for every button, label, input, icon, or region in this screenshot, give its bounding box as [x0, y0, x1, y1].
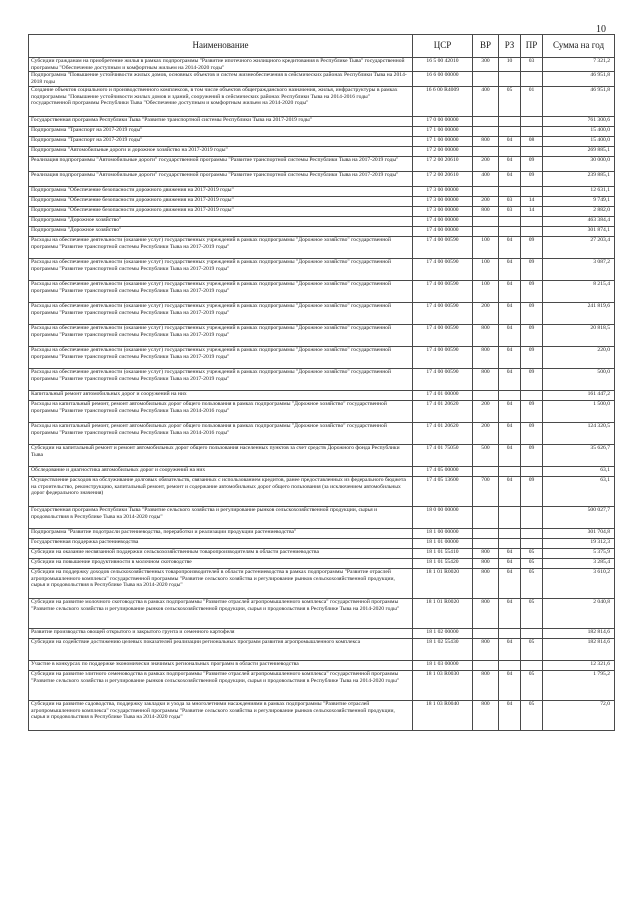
- table-row: [29, 661, 615, 671]
- row-rz: 04: [499, 445, 521, 467]
- row-vr: [473, 72, 499, 87]
- row-csr: 18 1 03 00000: [413, 661, 473, 671]
- row-csr: 17 3 00 00000: [413, 187, 473, 197]
- row-rz: [499, 661, 521, 671]
- row-csr: 17 4 01 20620: [413, 401, 473, 423]
- row-csr: 18 1 02 00000: [413, 629, 473, 639]
- row-rz: [499, 539, 521, 549]
- table-row: [29, 569, 615, 599]
- row-vr: [473, 227, 499, 237]
- row-rz: 04: [499, 172, 521, 187]
- table-row: [29, 401, 615, 423]
- row-vr: [473, 187, 499, 197]
- row-sum: 15 400,0: [543, 137, 615, 147]
- header-csr: ЦСР: [413, 35, 473, 58]
- row-csr: 17 4 00 00590: [413, 369, 473, 391]
- row-name: Субсидии на развитие элитного семеноводства в рамках подпрограммы "Развитие отраслей агропромышленного комплекса" государственной программы "Развитие сельского хозяйства и регулирование рынков сельскохозяйственной продукции, сырья и продовольствия в Республике Тыва на 2014-2020 годы": [29, 671, 413, 701]
- row-csr: 18 1 01 R0020: [413, 569, 473, 599]
- row-csr: 18 1 01 00000: [413, 539, 473, 549]
- table-row: [29, 137, 615, 147]
- row-csr: 17 4 00 00590: [413, 325, 473, 347]
- table-row: [29, 347, 615, 369]
- row-name: Подпрограмма "Обеспечение безопасности дорожного движения на 2017-2019 годы": [29, 187, 413, 197]
- row-pr: 09: [521, 445, 543, 467]
- row-name: Развитие производства овощей открытого и закрытого грунта и семенного картофеля: [29, 629, 413, 639]
- row-name: Подпрограмма "Автомобильные дороги и дорожное хозяйство на 2017-2019 годы": [29, 147, 413, 157]
- row-vr: 200: [473, 401, 499, 423]
- row-csr: 17 2 00 20610: [413, 172, 473, 187]
- row-vr: 800: [473, 347, 499, 369]
- row-name: Подпрограмма "Дорожное хозяйство": [29, 227, 413, 237]
- row-rz: [499, 629, 521, 639]
- row-rz: [499, 529, 521, 539]
- row-vr: 200: [473, 303, 499, 325]
- row-csr: 18 1 00 00000: [413, 529, 473, 539]
- row-pr: 09: [521, 325, 543, 347]
- row-pr: 09: [521, 347, 543, 369]
- row-sum: 241 819,6: [543, 303, 615, 325]
- row-name: Подпрограмма "Повышение устойчивости жилых домов, основных объектов и систем жизнеобеспечения в сейсмических районах Республики Тыва на 2014-2018 годы: [29, 72, 413, 87]
- row-name: Расходы на капитальный ремонт, ремонт автомобильных дорог общего пользования в рамках подпрограммы "Дорожное хозяйство" государственной программы "Развитие транспортной системы Республики Тыва на 2014-2016 годы": [29, 401, 413, 423]
- row-name: Расходы на обеспечение деятельности (оказание услуг) государственных учреждений в рамках подпрограммы "Дорожное хозяйство" государственной программы "Развитие транспортной системы Республики Тыва на 2017-2019 годы": [29, 369, 413, 391]
- row-sum: 239 885,1: [543, 172, 615, 187]
- row-pr: [521, 539, 543, 549]
- row-sum: 9 749,1: [543, 197, 615, 207]
- row-sum: 35 626,7: [543, 445, 615, 467]
- row-sum: 46 951,8: [543, 87, 615, 117]
- row-csr: 17 4 00 00590: [413, 237, 473, 259]
- row-rz: 04: [499, 237, 521, 259]
- row-csr: 17 4 00 00590: [413, 281, 473, 303]
- row-pr: [521, 629, 543, 639]
- row-csr: 17 4 00 00000: [413, 217, 473, 227]
- table-row: [29, 197, 615, 207]
- row-rz: [499, 217, 521, 227]
- row-vr: 100: [473, 259, 499, 281]
- row-sum: 19 312,3: [543, 539, 615, 549]
- row-name: Подпрограмма "Обеспечение безопасности дорожного движения на 2017-2019 годы": [29, 207, 413, 217]
- row-pr: [521, 217, 543, 227]
- row-name: Подпрограмма "Развитие подотрасли растениеводства, переработки и реализации продукции растениеводства": [29, 529, 413, 539]
- row-rz: 04: [499, 303, 521, 325]
- row-rz: [499, 72, 521, 87]
- table-row: [29, 217, 615, 227]
- row-csr: 17 4 00 00590: [413, 303, 473, 325]
- row-pr: [521, 227, 543, 237]
- row-rz: 04: [499, 281, 521, 303]
- row-rz: 03: [499, 197, 521, 207]
- header-pr: ПР: [521, 35, 543, 58]
- row-rz: 04: [499, 325, 521, 347]
- row-sum: 2 040,8: [543, 599, 615, 629]
- table-row: [29, 507, 615, 529]
- row-pr: 05: [521, 701, 543, 731]
- row-pr: 09: [521, 259, 543, 281]
- row-csr: 17 3 00 00000: [413, 207, 473, 217]
- row-rz: [499, 147, 521, 157]
- row-sum: 12 321,6: [543, 661, 615, 671]
- row-pr: 05: [521, 569, 543, 599]
- row-vr: 800: [473, 639, 499, 661]
- row-pr: 09: [521, 423, 543, 445]
- row-pr: 05: [521, 639, 543, 661]
- row-pr: 09: [521, 369, 543, 391]
- row-csr: 17 4 00 00590: [413, 259, 473, 281]
- table-row: [29, 237, 615, 259]
- row-vr: 800: [473, 549, 499, 559]
- row-rz: 04: [499, 369, 521, 391]
- row-sum: 500 027,7: [543, 507, 615, 529]
- table-row: [29, 369, 615, 391]
- table-row: [29, 87, 615, 117]
- table-row: [29, 281, 615, 303]
- row-csr: 16 5 00 42010: [413, 58, 473, 72]
- row-name: Подпрограмма "Транспорт на 2017-2019 годы": [29, 127, 413, 137]
- row-csr: 18 0 00 00000: [413, 507, 473, 529]
- row-name: Государственная программа Республики Тыва "Развитие сельского хозяйства и регулирование рынков сельскохозяйственной продукции, сырья и продовольствия в Республике Тыва на 2014-2020 годы": [29, 507, 413, 529]
- row-sum: 72,0: [543, 701, 615, 731]
- row-csr: 17 1 00 00000: [413, 127, 473, 137]
- row-name: Расходы на обеспечение деятельности (оказание услуг) государственных учреждений в рамках подпрограммы "Дорожное хозяйство" государственной программы "Развитие транспортной системы Республики Тыва на 2017-2019 годы": [29, 303, 413, 325]
- row-sum: 161 447,2: [543, 391, 615, 401]
- budget-table: [28, 34, 615, 731]
- row-vr: 800: [473, 325, 499, 347]
- row-csr: 18 1 03 R0030: [413, 671, 473, 701]
- row-vr: 800: [473, 369, 499, 391]
- row-pr: [521, 127, 543, 137]
- row-vr: [473, 217, 499, 227]
- row-rz: [499, 117, 521, 127]
- row-rz: [499, 391, 521, 401]
- table-row: [29, 127, 615, 137]
- row-vr: 800: [473, 599, 499, 629]
- row-sum: 761 300,6: [543, 117, 615, 127]
- row-sum: 182 814,6: [543, 629, 615, 639]
- table-row: [29, 599, 615, 629]
- row-csr: 17 4 01 20620: [413, 423, 473, 445]
- row-rz: 04: [499, 701, 521, 731]
- row-pr: [521, 147, 543, 157]
- row-vr: [473, 391, 499, 401]
- row-pr: [521, 117, 543, 127]
- row-rz: 04: [499, 559, 521, 569]
- row-pr: 09: [521, 237, 543, 259]
- table-row: [29, 477, 615, 507]
- table-row: [29, 117, 615, 127]
- page-number: 10: [596, 24, 606, 35]
- table-row: [29, 671, 615, 701]
- row-name: Государственная программа Республики Тыва "Развитие транспортной системы Республики Тыва на 2017-2019 годы": [29, 117, 413, 127]
- row-pr: 14: [521, 207, 543, 217]
- row-sum: 182 814,6: [543, 639, 615, 661]
- row-vr: 400: [473, 87, 499, 117]
- row-name: Субсидии на развитие молочного скотоводства в рамках подпрограммы "Развитие отраслей агропромышленного комплекса" государственной программы "Развитие сельского хозяйства и регулирование рынков сельскохозяйственной продукции, сырья и продовольствия в Республике Тыва на 2014-2020 годы": [29, 599, 413, 629]
- row-vr: [473, 147, 499, 157]
- table-row: [29, 227, 615, 237]
- row-rz: [499, 507, 521, 529]
- row-sum: 1 795,2: [543, 671, 615, 701]
- row-pr: 09: [521, 281, 543, 303]
- row-pr: 09: [521, 477, 543, 507]
- row-name: Субсидии на развитие садоводства, поддержку закладки и ухода за многолетними насаждениями в рамках подпрограммы "Развитие отраслей агропромышленного комплекса" государственной программы "Развитие сельского хозяйства и регулирование рынков сельскохозяйственной продукции, сырья и продовольствия в Республике Тыва на 2014-2020 годы": [29, 701, 413, 731]
- row-sum: 2 882,0: [543, 207, 615, 217]
- row-vr: 800: [473, 137, 499, 147]
- row-rz: 04: [499, 599, 521, 629]
- row-sum: 3 285,4: [543, 559, 615, 569]
- row-sum: 301 874,1: [543, 227, 615, 237]
- row-pr: 09: [521, 157, 543, 172]
- row-csr: 17 3 00 00000: [413, 197, 473, 207]
- row-rz: [499, 127, 521, 137]
- row-pr: 14: [521, 197, 543, 207]
- row-rz: [499, 227, 521, 237]
- row-sum: 7 321,2: [543, 58, 615, 72]
- row-sum: 12 631,1: [543, 187, 615, 197]
- table-row: [29, 445, 615, 467]
- row-csr: 18 1 01 55420: [413, 559, 473, 569]
- row-vr: 800: [473, 559, 499, 569]
- row-vr: 800: [473, 701, 499, 731]
- row-sum: 1 500,0: [543, 401, 615, 423]
- table-row: [29, 58, 615, 72]
- row-vr: 800: [473, 207, 499, 217]
- row-csr: 17 2 00 20610: [413, 157, 473, 172]
- row-name: Расходы на обеспечение деятельности (оказание услуг) государственных учреждений в рамках подпрограммы "Дорожное хозяйство" государственной программы "Развитие транспортной системы Республики Тыва на 2017-2019 годы": [29, 281, 413, 303]
- table-row: [29, 539, 615, 549]
- row-pr: [521, 391, 543, 401]
- row-sum: 3 610,2: [543, 569, 615, 599]
- row-csr: 17 4 01 00000: [413, 391, 473, 401]
- row-csr: 16 6 00 R4009: [413, 87, 473, 117]
- row-csr: 18 1 01 55410: [413, 549, 473, 559]
- row-vr: 200: [473, 157, 499, 172]
- row-pr: 05: [521, 671, 543, 701]
- row-pr: [521, 187, 543, 197]
- row-name: Реализация подпрограммы "Автомобильные дороги" государственной программы "Развитие транспортной системы Республики Тыва на 2017-2019 годы": [29, 172, 413, 187]
- header-rz: РЗ: [499, 35, 521, 58]
- row-vr: [473, 507, 499, 529]
- row-rz: 03: [499, 207, 521, 217]
- row-vr: 700: [473, 477, 499, 507]
- row-name: Государственная поддержка растениеводства: [29, 539, 413, 549]
- header-vr: ВР: [473, 35, 499, 58]
- table-row: [29, 72, 615, 87]
- row-name: Субсидии на поддержку доходов сельскохозяйственных товаропроизводителей в области растениеводства в рамках подпрограммы "Развитие отраслей агропромышленного комплекса" государственной программы "Развитие сельского хозяйства и регулирование рынков сельскохозяйственной продукции, сырья и продовольствия в Республике Тыва на 2014-2020 годы": [29, 569, 413, 599]
- row-name: Расходы на обеспечение деятельности (оказание услуг) государственных учреждений в рамках подпрограммы "Дорожное хозяйство" государственной программы "Развитие транспортной системы Республики Тыва на 2017-2019 годы": [29, 259, 413, 281]
- row-vr: [473, 467, 499, 477]
- row-name: Субсидии на содействие достижению целевых показателей реализации региональных программ развития агропромышленного комплекса: [29, 639, 413, 661]
- table-row: [29, 172, 615, 187]
- row-rz: [499, 467, 521, 477]
- row-sum: 500,0: [543, 369, 615, 391]
- table-row: [29, 529, 615, 539]
- row-csr: 18 1 03 R0040: [413, 701, 473, 731]
- row-sum: 3 087,2: [543, 259, 615, 281]
- row-rz: [499, 187, 521, 197]
- row-sum: 27 203,4: [543, 237, 615, 259]
- row-pr: [521, 467, 543, 477]
- table-row: [29, 157, 615, 172]
- row-vr: 800: [473, 671, 499, 701]
- row-rz: 04: [499, 401, 521, 423]
- row-rz: 04: [499, 259, 521, 281]
- row-name: Расходы на капитальный ремонт, ремонт автомобильных дорог общего пользования в рамках подпрограммы "Дорожное хозяйство" государственной программы "Развитие транспортной системы Республики Тыва на 2014-2016 годы": [29, 423, 413, 445]
- row-sum: 269 885,1: [543, 147, 615, 157]
- table-row: [29, 391, 615, 401]
- table-row: [29, 207, 615, 217]
- table-row: [29, 629, 615, 639]
- row-csr: 17 4 05 13600: [413, 477, 473, 507]
- header-sum: Сумма на год: [543, 35, 615, 58]
- row-pr: 05: [521, 599, 543, 629]
- row-name: Капитальный ремонт автомобильных дорог и сооружений на них: [29, 391, 413, 401]
- row-pr: 05: [521, 559, 543, 569]
- row-rz: 04: [499, 157, 521, 172]
- row-sum: 20 818,5: [543, 325, 615, 347]
- table-row: [29, 701, 615, 731]
- row-sum: 30 000,0: [543, 157, 615, 172]
- row-pr: 09: [521, 303, 543, 325]
- row-name: Участие в конкурсах по поддержке экономически значимых региональных программ в области растениеводства: [29, 661, 413, 671]
- row-vr: 400: [473, 172, 499, 187]
- row-name: Субсидии на повышение продуктивности в молочном скотоводстве: [29, 559, 413, 569]
- table-row: [29, 187, 615, 197]
- row-sum: 15 400,0: [543, 127, 615, 137]
- row-pr: [521, 661, 543, 671]
- row-vr: [473, 117, 499, 127]
- row-name: Подпрограмма "Дорожное хозяйство": [29, 217, 413, 227]
- row-pr: 08: [521, 137, 543, 147]
- header-name: Наименование: [29, 35, 413, 58]
- row-name: Обследование и диагностика автомобильных дорог и сооружений на них: [29, 467, 413, 477]
- row-vr: 100: [473, 237, 499, 259]
- row-csr: 17 4 01 75050: [413, 445, 473, 467]
- row-pr: [521, 72, 543, 87]
- table-row: [29, 467, 615, 477]
- row-csr: 18 1 01 R0020: [413, 599, 473, 629]
- row-pr: 01: [521, 87, 543, 117]
- table-row: [29, 549, 615, 559]
- row-vr: [473, 529, 499, 539]
- row-csr: 17 2 00 00000: [413, 147, 473, 157]
- row-pr: 09: [521, 401, 543, 423]
- row-vr: 300: [473, 58, 499, 72]
- row-name: Создание объектов социального и производственного комплексов, в том числе объектов общегражданского назначения, жилья, инфраструктуры в рамках подпрограммы "Повышение устойчивости жилых домов и зданий, сооружений в сейсмических районах Республики Тыва на 2014-2016 годы" государственной программы Республики Тыва "Обеспечение доступным и комфортным жильем на 2014-2020 годы": [29, 87, 413, 117]
- row-name: Реализация подпрограммы "Автомобильные дороги" государственной программы "Развитие транспортной системы Республики Тыва на 2017-2019 годы": [29, 157, 413, 172]
- row-csr: 17 4 00 00590: [413, 347, 473, 369]
- row-rz: 04: [499, 639, 521, 661]
- row-csr: 17 4 05 00000: [413, 467, 473, 477]
- table-row: [29, 639, 615, 661]
- row-sum: 301 704,8: [543, 529, 615, 539]
- row-rz: 04: [499, 423, 521, 445]
- row-name: Субсидии гражданам на приобретение жилья в рамках подпрограммы "Развитие ипотечного жилищного кредитования в Республике Тыва" государственной программы "Обеспечение доступным и комфортным жильем на 2014-2020 годы": [29, 58, 413, 72]
- row-name: Осуществление расходов на обслуживание долговых обязательств, связанных с использованием кредитов, ранее предоставленных из федерального бюджета на строительство, реконструкцию, капитальный ремонт, ремонт и содержание автомобильных дорог общего пользования (за исключением автомобильных дорог федерального значения): [29, 477, 413, 507]
- row-rz: 04: [499, 671, 521, 701]
- row-vr: 200: [473, 197, 499, 207]
- row-rz: 04: [499, 569, 521, 599]
- row-rz: 10: [499, 58, 521, 72]
- row-pr: [521, 507, 543, 529]
- row-name: Расходы на обеспечение деятельности (оказание услуг) государственных учреждений в рамках подпрограммы "Дорожное хозяйство" государственной программы "Развитие транспортной системы Республики Тыва на 2017-2019 годы": [29, 237, 413, 259]
- row-pr: 05: [521, 549, 543, 559]
- row-rz: 04: [499, 549, 521, 559]
- row-csr: 17 4 00 00000: [413, 227, 473, 237]
- row-csr: 17 0 00 00000: [413, 117, 473, 127]
- row-rz: 05: [499, 87, 521, 117]
- row-rz: 04: [499, 347, 521, 369]
- row-sum: 63,1: [543, 477, 615, 507]
- row-rz: 04: [499, 137, 521, 147]
- row-sum: 463 384,4: [543, 217, 615, 227]
- row-rz: 04: [499, 477, 521, 507]
- row-vr: [473, 629, 499, 639]
- row-csr: 16 6 00 00000: [413, 72, 473, 87]
- row-vr: 100: [473, 281, 499, 303]
- row-sum: 63,1: [543, 467, 615, 477]
- table-row: [29, 325, 615, 347]
- row-sum: 220,0: [543, 347, 615, 369]
- row-csr: 18 1 02 55430: [413, 639, 473, 661]
- row-name: Расходы на обеспечение деятельности (оказание услуг) государственных учреждений в рамках подпрограммы "Дорожное хозяйство" государственной программы "Развитие транспортной системы Республики Тыва на 2017-2019 годы": [29, 325, 413, 347]
- row-name: Подпрограмма "Транспорт на 2017-2019 годы": [29, 137, 413, 147]
- row-name: Расходы на обеспечение деятельности (оказание услуг) государственных учреждений в рамках подпрограммы "Дорожное хозяйство" государственной программы "Развитие транспортной системы Республики Тыва на 2017-2019 годы": [29, 347, 413, 369]
- row-vr: [473, 127, 499, 137]
- table-header-row: [29, 35, 615, 58]
- table-row: [29, 147, 615, 157]
- row-pr: 09: [521, 172, 543, 187]
- row-vr: [473, 661, 499, 671]
- table-row: [29, 423, 615, 445]
- row-name: Субсидии на капитальный ремонт и ремонт автомобильных дорог общего пользования населенных пунктов за счет средств Дорожного фонда Республики Тыва: [29, 445, 413, 467]
- row-sum: 8 215,4: [543, 281, 615, 303]
- row-pr: [521, 529, 543, 539]
- row-sum: 124 320,5: [543, 423, 615, 445]
- table-row: [29, 303, 615, 325]
- table-row: [29, 259, 615, 281]
- row-sum: 46 951,8: [543, 72, 615, 87]
- row-csr: 17 1 00 00000: [413, 137, 473, 147]
- row-name: Субсидии на оказание несвязанной поддержки сельскохозяйственным товаропроизводителям в области растениеводства: [29, 549, 413, 559]
- row-vr: 200: [473, 423, 499, 445]
- row-pr: 03: [521, 58, 543, 72]
- row-vr: 800: [473, 569, 499, 599]
- row-sum: 5 375,9: [543, 549, 615, 559]
- row-name: Подпрограмма "Обеспечение безопасности дорожного движения на 2017-2019 годы": [29, 197, 413, 207]
- row-vr: [473, 539, 499, 549]
- row-vr: 500: [473, 445, 499, 467]
- table-row: [29, 559, 615, 569]
